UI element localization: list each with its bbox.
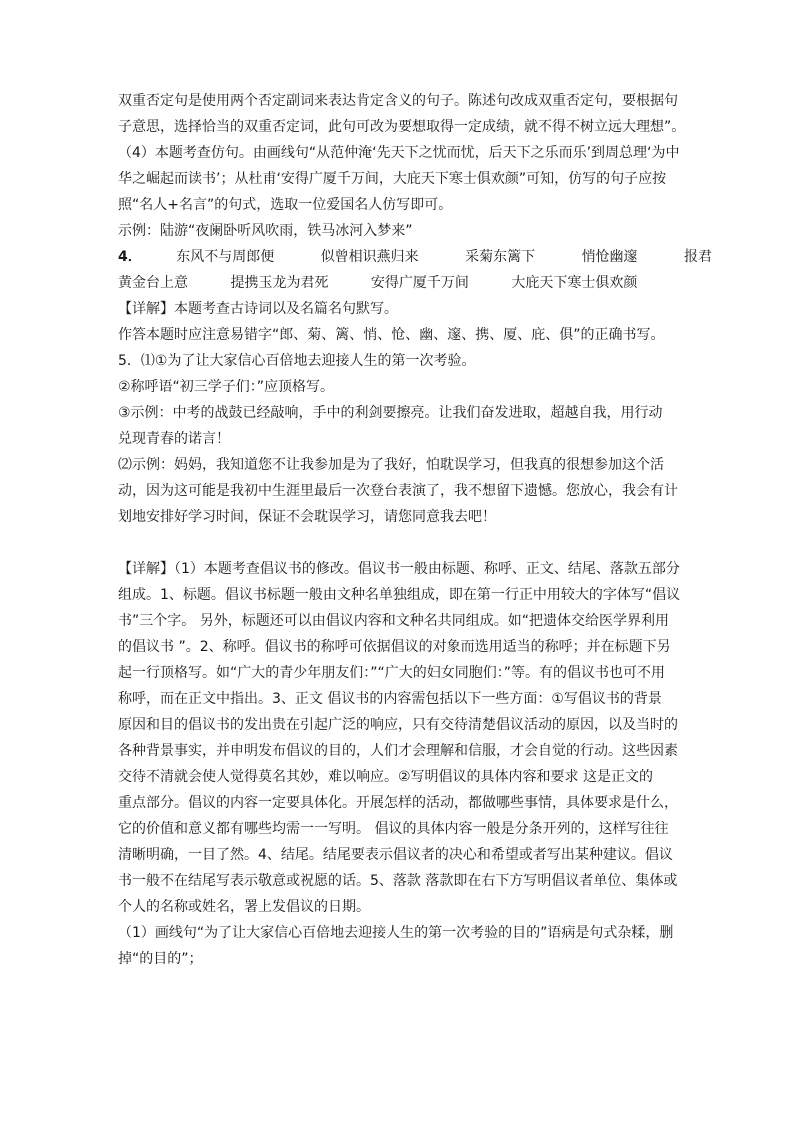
text-line: 动，因为这可能是我初中生涯里最后一次登台表演了，我不想留下遗憾。您放心，我会有计	[118, 483, 678, 499]
text-line: 示例：陆游“夜阑卧听风吹雨，铁马冰河入梦来”	[118, 223, 413, 239]
text-line: 组成。1、标题。倡议书标题一般由文种名单独组成，即在第一行正中用较大的字体写“倡议	[118, 587, 681, 603]
q4-answer: 似曾相识燕归来	[320, 249, 419, 265]
text-line: ③示例：中考的战鼓已经敲响，手中的利剑要擦亮。让我们奋发进取，超越自我，用行动	[118, 405, 663, 421]
spacer	[118, 530, 698, 556]
text-line: 5．⑴①为了让大家信心百倍地去迎接人生的第一次考验。	[118, 353, 476, 369]
document-body	[118, 88, 713, 972]
text-line: ②称呼语“初三学子们：”应顶格写。	[118, 379, 335, 395]
text-line: 【详解】本题考查古诗词以及名篇名句默写。	[118, 301, 398, 317]
q4-answer: 东风不与周郎便	[176, 249, 275, 265]
text-line: 重点部分。倡议的内容一定要具体化。开展怎样的活动，都做哪些事情，具体要求是什么，	[118, 795, 678, 811]
text-line: 的倡议书 ”。2、称呼。倡议书的称呼可依据倡议的对象而选用适当的称呼；并在标题下另	[118, 639, 671, 655]
text-line: 【详解】（1）本题考查倡议书的修改。倡议书一般由标题、称呼、正文、结尾、落款五部分	[118, 561, 680, 577]
text-line: 划地安排好学习时间，保证不会耽误学习，请您同意我去吧！	[118, 509, 496, 525]
text-line: 双重否定句是使用两个否定副词来表达肯定含义的句子。陈述句改成双重否定句，要根据句	[118, 93, 678, 109]
q4-answer: 黄金台上意	[118, 275, 188, 291]
text-line: 华之崛起而读书’；从杜甫‘安得广厦千万间，大庇天下寒士俱欢颜”可知，仿写的句子应按	[118, 171, 667, 187]
text-line: 书”三个字。 另外，标题还可以由倡议内容和文种名共同组成。如“把遗体交给医学界利用	[118, 613, 669, 629]
text-line: 兑现青春的诺言！	[118, 431, 230, 447]
q4-answer: 大庇天下寒士俱欢颜	[511, 275, 638, 291]
text-line: 它的价值和意义都有哪些均需一一写明。 倡议的具体内容一般是分条开列的，这样写往往	[118, 821, 669, 837]
q4-answer: 提携玉龙为君死	[230, 275, 329, 291]
text-line: 清晰明确，一目了然。4、结尾。结尾要表示倡议者的决心和希望或者写出某种建议。倡议	[118, 847, 673, 863]
text-line: 原因和目的倡议书的发出贵在引起广泛的响应，只有交待清楚倡议活动的原因，以及当时的	[118, 717, 678, 733]
q4-answer-row-2	[118, 270, 698, 296]
text-line: 掉“的目的”；	[118, 951, 203, 967]
text-line: 作答本题时应注意易错字“郎、菊、篱、悄、怆、幽、邃、携、厦、庇、俱”的正确书写。	[118, 327, 665, 343]
q4-answer: 安得广厦千万间	[370, 275, 469, 291]
q4-answer-row-1	[118, 244, 713, 270]
q4-answer: 采菊东篱下	[465, 249, 536, 265]
q4-number: 4．	[118, 249, 142, 265]
text-line: 称呼，而在正文中指出。3、正文 倡议书的内容需包括以下一些方面：①写倡议书的背景	[118, 691, 662, 707]
text-line: 个人的名称或姓名，署上发倡议的日期。	[118, 899, 370, 915]
text-line: （1）画线句“为了让大家信心百倍地去迎接人生的第一次考验的目的”语病是句式杂糅，删	[118, 925, 674, 941]
text-line: 交待不清就会使人觉得莫名其妙，难以响应。②写明倡议的具体内容和要求 这是正文的	[118, 769, 653, 785]
text-line: 子意思，选择恰当的双重否定词，此句可改为要想取得一定成绩，就不得不树立远大理想”。	[118, 119, 686, 135]
q4-answer: 悄怆幽邃	[581, 249, 638, 265]
text-line: 书一般不在结尾写表示敬意或祝愿的话。5、落款 落款即在右下方写明倡议者单位、集体或	[118, 873, 678, 889]
text-line: 各种背景事实，并申明发布倡议的目的，人们才会理解和信服，才会自觉的行动。这些因素	[118, 743, 678, 759]
text-line: 起一行顶格写。如“广大的青少年朋友们：”“广大的妇女同胞们：”等。有的倡议书也可不用	[118, 665, 666, 681]
text-line: （4）本题考查仿句。由画线句“从范仲淹‘先天下之忧而忧，后天下之乐而乐’到周总理‘为中	[118, 145, 680, 161]
text-line: 照“名人+名言”的句式，选取一位爱国名人仿写即可。	[118, 197, 453, 213]
text-line: ⑵示例：妈妈，我知道您不让我参加是为了我好，怕耽误学习，但我真的很想参加这个活	[118, 457, 664, 473]
q4-answer: 报君	[684, 249, 713, 265]
